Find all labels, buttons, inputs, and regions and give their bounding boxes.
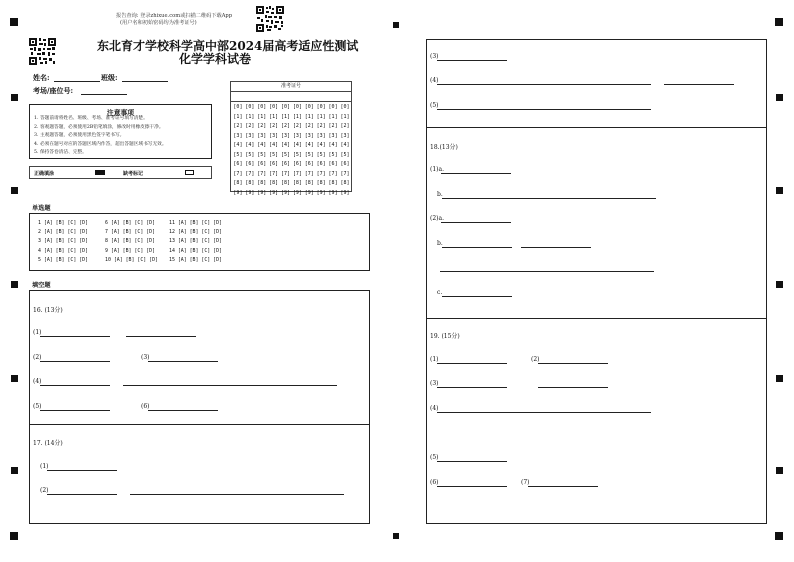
exam-number-bubble[interactable]: [3] bbox=[292, 132, 302, 139]
q16-part-2-answer[interactable] bbox=[40, 361, 110, 362]
choice-question-row[interactable]: 8 [A] [B] [C] [D] bbox=[105, 238, 156, 245]
notice-item: 5. 保持答卷清洁、完整。 bbox=[34, 150, 87, 156]
exam-number-bubble[interactable]: [0] bbox=[292, 104, 302, 110]
exam-number-bubble[interactable]: [5] bbox=[280, 151, 291, 158]
single-choice-box bbox=[29, 213, 370, 271]
timing-mark bbox=[11, 467, 18, 474]
q19-part-2-label: (2) bbox=[531, 356, 540, 363]
app-download-qr-code-icon bbox=[256, 6, 284, 32]
choice-question-row[interactable]: 15 [A] [B] [C] [D] bbox=[169, 256, 222, 263]
choice-question-row[interactable]: 7 [A] [B] [C] [D] bbox=[105, 229, 156, 236]
exam-number-bubble[interactable]: [7] bbox=[257, 170, 267, 177]
exam-number-bubble[interactable]: [0] bbox=[233, 104, 243, 110]
q16-part-1a-answer[interactable] bbox=[40, 336, 110, 337]
q18-title: 18.(13分) bbox=[430, 144, 458, 151]
exam-number-bubble[interactable]: [4] bbox=[316, 142, 326, 148]
exam-number-bubble[interactable]: [7] bbox=[280, 170, 291, 177]
exam-number-bubble[interactable]: [7] bbox=[245, 170, 255, 177]
q16-part-5-answer[interactable] bbox=[40, 410, 110, 411]
exam-number-bubble[interactable]: [4] bbox=[257, 142, 267, 148]
exam-number-bubble[interactable]: [0] bbox=[280, 104, 291, 110]
exam-number-bubble[interactable]: [1] bbox=[280, 113, 291, 120]
q17-part-4b-answer[interactable] bbox=[664, 84, 734, 85]
exam-number-bubble[interactable]: [5] bbox=[316, 151, 326, 158]
exam-number-bubble[interactable]: [9] bbox=[245, 189, 255, 196]
exam-number-bubble[interactable]: [2] bbox=[328, 123, 338, 129]
exam-number-bubble[interactable]: [5] bbox=[269, 151, 279, 158]
exam-number-bubble[interactable]: [3] bbox=[340, 132, 350, 139]
exam-number-bubble[interactable]: [6] bbox=[316, 161, 326, 167]
q19-part-3-label: (3) bbox=[430, 380, 439, 387]
q16-part-5-label: (5) bbox=[33, 403, 42, 410]
q17-part-2-label: (2) bbox=[40, 487, 49, 494]
exam-number-bubble[interactable]: [9] bbox=[292, 189, 302, 196]
notice-list bbox=[34, 115, 167, 158]
q18-part-2c-label: c. bbox=[437, 289, 443, 296]
q19-part-7-answer[interactable] bbox=[528, 486, 598, 487]
choice-question-row[interactable]: 3 [A] [B] [C] [D] bbox=[38, 238, 89, 245]
exam-number-bubble-grid[interactable] bbox=[232, 103, 351, 198]
exam-number-bubble[interactable]: [8] bbox=[304, 180, 314, 186]
corner-mark-top-left bbox=[10, 18, 18, 26]
absent-mark-label: 缺考标记 bbox=[123, 171, 144, 177]
exam-number-bubble[interactable]: [6] bbox=[280, 161, 291, 167]
report-query-text: 报告查询: 登录zhixue.com或扫描二维码下载App bbox=[116, 13, 233, 19]
q18-part-2a-answer[interactable] bbox=[441, 222, 511, 223]
exam-number-bubble[interactable]: [8] bbox=[257, 180, 267, 186]
exam-number-bubble[interactable]: [5] bbox=[292, 151, 302, 158]
report-password-note: (用户名和初始密码均为准考证号) bbox=[120, 20, 197, 26]
exam-number-bubble[interactable]: [9] bbox=[316, 189, 326, 196]
exam-number-bubble[interactable]: [2] bbox=[233, 123, 243, 129]
corner-mark-top-right bbox=[775, 18, 783, 26]
exam-subject-title: 化学学科试卷 bbox=[178, 52, 251, 66]
q19-part-1-answer[interactable] bbox=[437, 363, 507, 364]
exam-number-bubble[interactable]: [7] bbox=[292, 170, 302, 177]
exam-number-bubble[interactable]: [8] bbox=[292, 180, 302, 186]
exam-number-bubble[interactable]: [7] bbox=[269, 170, 279, 177]
exam-number-bubble[interactable]: [8] bbox=[233, 180, 243, 186]
exam-number-bubble[interactable]: [0] bbox=[245, 104, 255, 110]
q19-part-4-label: (4) bbox=[430, 405, 439, 412]
q19-part-1-label: (1) bbox=[430, 356, 439, 363]
exam-number-bubble[interactable]: [5] bbox=[304, 151, 314, 158]
notice-item: 4. 必须在题号对应的答题区域内作答，超出答题区域书写无效。 bbox=[34, 141, 167, 147]
q17-part-3-answer[interactable] bbox=[437, 60, 507, 61]
choice-question-row[interactable]: 5 [A] [B] [C] [D] bbox=[38, 256, 89, 263]
q18-part-2a-label: (2)a. bbox=[430, 215, 444, 222]
q18-part-1b-label: b. bbox=[437, 191, 443, 198]
exam-number-bubble[interactable]: [5] bbox=[257, 151, 267, 158]
exam-number-bubble[interactable]: [8] bbox=[245, 180, 255, 186]
q19-part-2-answer[interactable] bbox=[538, 363, 608, 364]
exam-number-bubble[interactable]: [3] bbox=[245, 132, 255, 139]
q16-title: 16. (13分) bbox=[33, 307, 63, 314]
q16-part-4b-answer[interactable] bbox=[123, 385, 337, 386]
choice-question-row[interactable]: 6 [A] [B] [C] [D] bbox=[105, 220, 156, 226]
q19-part-7-label: (7) bbox=[521, 479, 530, 486]
exam-number-bubble[interactable]: [9] bbox=[257, 189, 267, 196]
exam-number-bubble[interactable]: [8] bbox=[280, 180, 291, 186]
exam-number-bubble[interactable]: [5] bbox=[328, 151, 338, 158]
exam-number-bubble[interactable]: [6] bbox=[304, 161, 314, 167]
exam-number-bubble[interactable]: [2] bbox=[245, 123, 255, 129]
notice-item: 2. 客观题答题，必须使用2B铅笔填涂，修改时用橡皮擦干净。 bbox=[34, 124, 164, 130]
exam-number-bubble[interactable]: [1] bbox=[245, 113, 255, 120]
timing-mark bbox=[776, 467, 783, 474]
exam-number-bubble[interactable]: [8] bbox=[328, 180, 338, 186]
exam-number-bubble[interactable]: [4] bbox=[292, 142, 302, 148]
q16-part-3-label: (3) bbox=[141, 354, 150, 361]
exam-number-bubble[interactable]: [4] bbox=[280, 142, 291, 148]
q16-part-2-label: (2) bbox=[33, 354, 42, 361]
exam-number-bubble[interactable]: [9] bbox=[233, 189, 243, 196]
exam-number-bubble[interactable]: [2] bbox=[340, 123, 350, 129]
q16-part-4-label: (4) bbox=[33, 378, 42, 385]
exam-number-bubble[interactable]: [5] bbox=[340, 151, 350, 158]
exam-number-bubble[interactable]: [8] bbox=[340, 180, 350, 186]
timing-mark bbox=[11, 94, 18, 101]
exam-number-bubble[interactable]: [1] bbox=[316, 113, 326, 120]
exam-number-bubble[interactable]: [9] bbox=[340, 189, 350, 196]
exam-number-bubble[interactable]: [2] bbox=[292, 123, 302, 129]
choice-question-row[interactable]: 10 [A] [B] [C] [D] bbox=[105, 256, 158, 263]
exam-number-bubble[interactable]: [6] bbox=[292, 161, 302, 167]
q17-part-5-label: (5) bbox=[430, 102, 439, 109]
timing-mark bbox=[776, 187, 783, 194]
choice-question-row[interactable]: 14 [A] [B] [C] [D] bbox=[169, 247, 222, 254]
exam-number-bubble[interactable]: [7] bbox=[340, 170, 350, 177]
exam-title: 东北育才学校科学高中部2024届高考适应性测试 bbox=[97, 39, 359, 53]
exam-number-bubble[interactable]: [0] bbox=[304, 104, 314, 110]
exam-number-bubble[interactable]: [5] bbox=[233, 151, 243, 158]
q18-part-1a-label: (1)a. bbox=[430, 166, 444, 173]
exam-number-bubble[interactable]: [3] bbox=[316, 132, 326, 139]
q18-part-2b-answer-2[interactable] bbox=[521, 247, 591, 248]
exam-number-bubble[interactable]: [7] bbox=[304, 170, 314, 177]
center-mark bbox=[393, 533, 399, 539]
timing-mark bbox=[776, 281, 783, 288]
exam-number-bubble[interactable]: [3] bbox=[233, 132, 243, 139]
student-qr-code-icon bbox=[29, 38, 56, 65]
notice-item: 3. 主观题答题，必须使用黑色签字笔书写。 bbox=[34, 133, 125, 139]
exam-number-title: 准考证号 bbox=[231, 82, 351, 92]
exam-number-bubble[interactable]: [1] bbox=[292, 113, 302, 120]
q17-title: 17. (14分) bbox=[33, 440, 63, 447]
single-choice-label: 单选题 bbox=[32, 205, 51, 212]
timing-mark bbox=[11, 187, 18, 194]
q19-part-5-answer[interactable] bbox=[437, 461, 507, 462]
exam-number-bubble[interactable]: [9] bbox=[269, 189, 279, 196]
question-16-17-box bbox=[29, 290, 370, 524]
exam-number-bubble[interactable]: [8] bbox=[269, 180, 279, 186]
choice-question-row[interactable]: 9 [A] [B] [C] [D] bbox=[105, 247, 156, 254]
q17-part-2a-answer[interactable] bbox=[47, 494, 117, 495]
exam-number-bubble[interactable]: [2] bbox=[316, 123, 326, 129]
exam-number-bubble[interactable]: [6] bbox=[328, 161, 338, 167]
exam-number-bubble[interactable]: [6] bbox=[245, 161, 255, 167]
q16-part-6-answer[interactable] bbox=[148, 410, 218, 411]
choice-question-row[interactable]: 1 [A] [B] [C] [D] bbox=[38, 220, 89, 226]
exam-number-bubble[interactable]: [7] bbox=[316, 170, 326, 177]
exam-number-bubble[interactable]: [1] bbox=[233, 113, 243, 120]
q16-part-6-label: (6) bbox=[141, 403, 150, 410]
q17-part-4-label: (4) bbox=[430, 77, 439, 84]
exam-number-bubble[interactable]: [3] bbox=[280, 132, 291, 139]
exam-number-bubble[interactable]: [0] bbox=[257, 104, 267, 110]
q19-part-6-answer[interactable] bbox=[437, 486, 507, 487]
exam-number-bubble[interactable]: [4] bbox=[340, 142, 350, 148]
exam-number-bubble[interactable]: [4] bbox=[328, 142, 338, 148]
exam-number-bubble[interactable]: [0] bbox=[340, 104, 350, 110]
timing-mark bbox=[11, 375, 18, 382]
exam-number-bubble[interactable]: [0] bbox=[269, 104, 279, 110]
exam-number-bubble[interactable]: [0] bbox=[316, 104, 326, 110]
exam-number-bubble[interactable]: [4] bbox=[233, 142, 243, 148]
exam-number-bubble[interactable]: [2] bbox=[257, 123, 267, 129]
q19-part-4-answer[interactable] bbox=[437, 412, 651, 413]
exam-number-bubble[interactable]: [6] bbox=[257, 161, 267, 167]
absent-mark-checkbox[interactable] bbox=[185, 170, 194, 175]
exam-number-bubble[interactable]: [8] bbox=[316, 180, 326, 186]
timing-mark bbox=[11, 281, 18, 288]
choice-question-row[interactable]: 4 [A] [B] [C] [D] bbox=[38, 247, 89, 254]
exam-number-bubble[interactable]: [9] bbox=[280, 189, 291, 196]
exam-number-bubble[interactable]: [0] bbox=[328, 104, 338, 110]
q19-part-3b-answer[interactable] bbox=[538, 387, 608, 388]
fill-in-label: 填空题 bbox=[32, 282, 51, 289]
q16-part-3-answer[interactable] bbox=[148, 361, 218, 362]
choice-question-row[interactable]: 2 [A] [B] [C] [D] bbox=[38, 229, 89, 236]
right-answer-box bbox=[426, 39, 767, 524]
exam-number-bubble[interactable]: [2] bbox=[280, 123, 291, 129]
q19-part-6-label: (6) bbox=[430, 479, 439, 486]
center-mark bbox=[393, 22, 399, 28]
q19-part-5-label: (5) bbox=[430, 454, 439, 461]
q16-part-1-label: (1) bbox=[33, 329, 42, 336]
q17-part-1-label: (1) bbox=[40, 463, 49, 470]
exam-number-bubble[interactable]: [3] bbox=[257, 132, 267, 139]
correct-fill-label: 正确填涂 bbox=[34, 171, 55, 177]
choice-question-row[interactable]: 12 [A] [B] [C] [D] bbox=[169, 229, 222, 236]
class-field[interactable] bbox=[122, 81, 168, 82]
exam-number-bubble[interactable]: [5] bbox=[245, 151, 255, 158]
exam-number-bubble[interactable]: [9] bbox=[328, 189, 338, 196]
exam-number-bubble[interactable]: [3] bbox=[304, 132, 314, 139]
exam-number-bubble[interactable]: [1] bbox=[328, 113, 338, 120]
q17-part-1-answer[interactable] bbox=[47, 470, 117, 471]
q18-part-1a-answer[interactable] bbox=[441, 173, 511, 174]
exam-number-bubble[interactable]: [2] bbox=[304, 123, 314, 129]
q16-part-1b-answer[interactable] bbox=[126, 336, 196, 337]
q17-part-5-answer[interactable] bbox=[437, 109, 651, 110]
class-label: 班级: bbox=[101, 73, 118, 82]
q16-part-4a-answer[interactable] bbox=[40, 385, 110, 386]
notice-title: 注意事项 bbox=[106, 109, 135, 117]
q18-part-2b-answer-1[interactable] bbox=[442, 247, 512, 248]
notice-item: 1. 答题前请将姓名、班级、考场、准考证号填写清楚。 bbox=[34, 116, 148, 121]
exam-number-bubble[interactable]: [6] bbox=[340, 161, 350, 167]
exam-number-box bbox=[230, 81, 352, 196]
exam-number-bubble[interactable]: [3] bbox=[328, 132, 338, 139]
q18-part-2c-answer[interactable] bbox=[442, 296, 512, 297]
q18-part-2b-answer-3[interactable] bbox=[440, 271, 654, 272]
notice-box bbox=[29, 104, 212, 159]
correct-fill-sample-icon bbox=[95, 170, 105, 175]
exam-number-bubble[interactable]: [3] bbox=[269, 132, 279, 139]
q19-title: 19. (15分) bbox=[430, 333, 460, 340]
exam-number-bubble[interactable]: [1] bbox=[269, 113, 279, 120]
exam-number-bubble[interactable]: [1] bbox=[304, 113, 314, 120]
q17-part-3-label: (3) bbox=[430, 53, 439, 60]
q19-part-3a-answer[interactable] bbox=[437, 387, 507, 388]
exam-number-bubble[interactable]: [4] bbox=[245, 142, 255, 148]
q18-part-1b-answer[interactable] bbox=[442, 198, 656, 199]
timing-mark bbox=[776, 94, 783, 101]
timing-mark bbox=[776, 375, 783, 382]
exam-number-bubble[interactable]: [9] bbox=[304, 189, 314, 196]
choice-question-row[interactable]: 11 [A] [B] [C] [D] bbox=[169, 220, 222, 226]
exam-number-bubble[interactable]: [6] bbox=[233, 161, 243, 167]
corner-mark-bottom-right bbox=[775, 532, 783, 540]
fill-legend-box bbox=[29, 166, 212, 179]
exam-number-bubble[interactable]: [2] bbox=[269, 123, 279, 129]
exam-number-bubble[interactable]: [7] bbox=[328, 170, 338, 177]
q17-part-2b-answer[interactable] bbox=[130, 494, 344, 495]
exam-number-bubble[interactable]: [1] bbox=[257, 113, 267, 120]
exam-number-bubble[interactable]: [1] bbox=[340, 113, 350, 120]
q17-part-4a-answer[interactable] bbox=[437, 84, 651, 85]
exam-number-bubble[interactable]: [4] bbox=[269, 142, 279, 148]
name-field[interactable] bbox=[54, 81, 100, 82]
room-seat-field[interactable] bbox=[81, 94, 127, 95]
q18-part-2b-label: b. bbox=[437, 240, 443, 247]
room-seat-label: 考场/座位号: bbox=[33, 86, 74, 95]
choice-question-row[interactable]: 13 [A] [B] [C] [D] bbox=[169, 238, 222, 245]
corner-mark-bottom-left bbox=[10, 532, 18, 540]
exam-number-bubble[interactable]: [4] bbox=[304, 142, 314, 148]
exam-number-bubble[interactable]: [6] bbox=[269, 161, 279, 167]
exam-number-bubble[interactable]: [7] bbox=[233, 170, 243, 177]
name-label: 姓名: bbox=[33, 73, 50, 82]
